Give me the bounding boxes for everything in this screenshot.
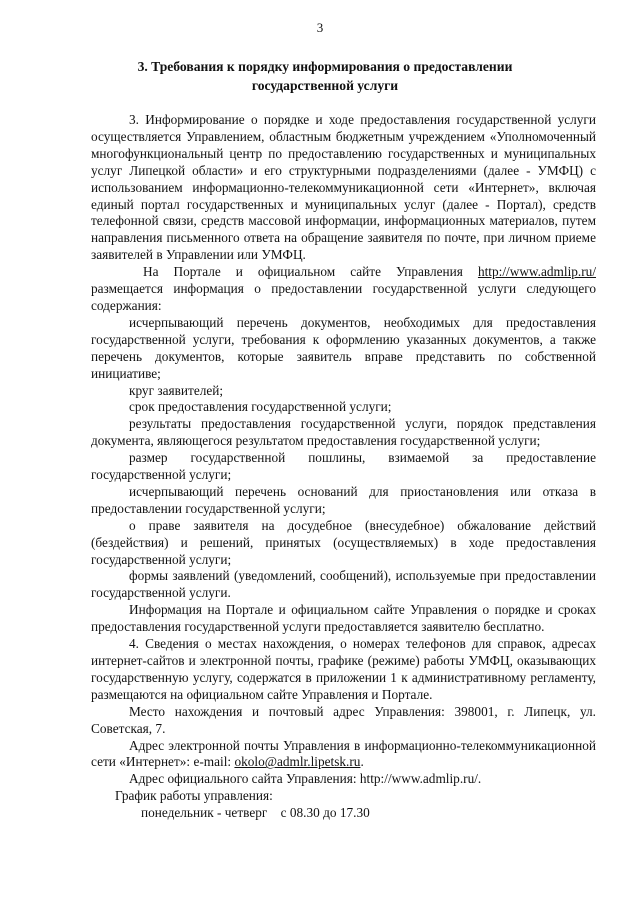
- paragraph-postal-address: Место нахождения и почтовый адрес Управления: 398001, г. Липецк, ул. Советская, 7.: [91, 703, 596, 736]
- email-link[interactable]: okolo@admlr.lipetsk.ru: [234, 754, 361, 770]
- email-text-start: Адрес электронной почты Управления в информационно-телекоммуникационной сети «Интернет»: e-mail:: [91, 737, 596, 770]
- document-body: [91, 112, 596, 822]
- section-title-line-1: 3. Требования к порядку информирования о предоставлении: [137, 59, 513, 74]
- paragraph-email: [91, 738, 596, 772]
- section-title-line-2: государственной услуги: [251, 78, 399, 93]
- paragraph-free-info: Информация на Портале и официальном сайте Управления о порядке и сроках предоставления государственной услуги предоставляется заявителю бесплатно.: [91, 602, 596, 635]
- list-item-applicants: круг заявителей;: [129, 382, 224, 398]
- list-item-appeal-right: о праве заявителя на досудебное (внесудебное) обжалование действий (бездействия) и решений, принятых (осуществляемых) в ходе предоставления государственной услуги;: [91, 517, 596, 567]
- schedule-row: понедельник - четверг с 08.30 до 17.30: [141, 805, 370, 821]
- paragraph-3: 3. Информирование о порядке и ходе предоставления государственной услуги осуществляется Управлением, областным бюджетным учреждением «Уполномоченный многофункциональный центр по предоставлению государственных и муниципальных услуг Липецкой области» и его структурными подразделениями (далее - УМФЦ) с использованием информационно-телекоммуникационной сети «Интернет», включая единый портал государственных и муниципальных услуг (далее - Портал), средств телефонной связи, средств массовой информации, информационных материалов, путем направления письменного ответа на обращение заявителя по почте, при личном приеме заявителей в Управлении или УМФЦ.: [91, 112, 596, 263]
- list-item-forms: формы заявлений (уведомлений, сообщений), используемые при предоставлении государственной услуги.: [91, 568, 596, 601]
- email-text-end: .: [360, 754, 364, 770]
- schedule-title: График работы управления:: [115, 788, 273, 804]
- paragraph-4: 4. Сведения о местах нахождения, о номерах телефонов для справок, адресах интернет-сайтов и электронной почты, графике (режиме) работы УМФЦ, оказывающих государственную услугу, содержатся в приложении 1 к административному регламенту, размещаются на официальном сайте Управления и Портале.: [91, 636, 596, 702]
- paragraph-portal-info: [91, 264, 596, 315]
- portal-info-text-start: На Портале и официальном сайте Управления: [143, 264, 463, 280]
- admlip-site-link[interactable]: http://www.admlip.ru/: [477, 264, 597, 280]
- portal-info-text-end: размещается информация о предоставлении государственной услуги следующего содержания:: [91, 281, 596, 313]
- paragraph-website: Адрес официального сайта Управления: http://www.admlip.ru/.: [129, 771, 482, 787]
- list-item-results: результаты предоставления государственной услуги, порядок представления документа, являющегося результатом предоставления государственной услуги;: [91, 416, 596, 449]
- list-item-documents: исчерпывающий перечень документов, необходимых для предоставления государственной услуги, требования к оформлению указанных документов, а также перечень документов, которые заявитель вправе представить по собственной инициативе;: [91, 314, 596, 381]
- page-number: 3: [316, 20, 324, 35]
- list-item-term: срок предоставления государственной услуги;: [129, 399, 392, 415]
- section-title: [90, 57, 560, 95]
- list-item-refusal-grounds: исчерпывающий перечень оснований для приостановления или отказа в предоставлении государственной услуги;: [91, 483, 596, 516]
- list-item-fee: размер государственной пошлины, взимаемой за предоставление государственной услуги;: [91, 450, 596, 483]
